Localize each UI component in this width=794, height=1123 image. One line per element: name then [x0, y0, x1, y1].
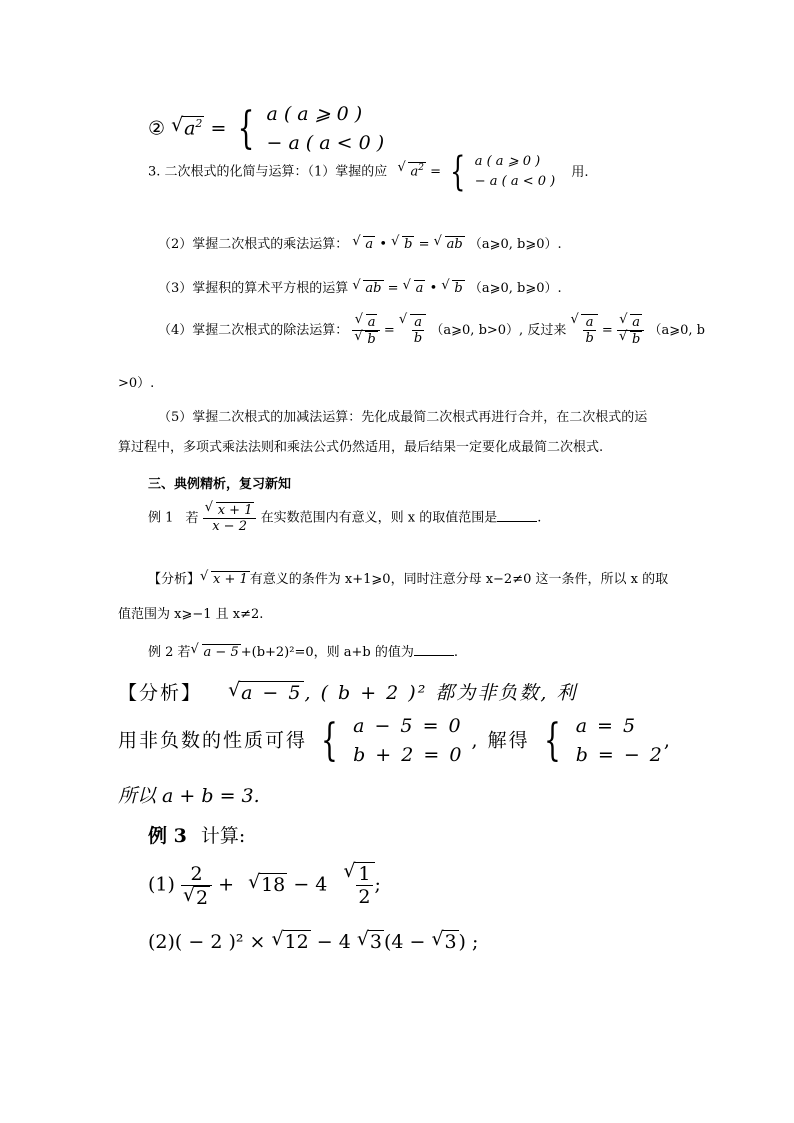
item2-formula: ② √ $a^2$ = { a ( a ⩾ 0 ) − a ( a < 0 ) [148, 100, 384, 159]
example-3-part2: (2)( − 2 )² × √ 12 − 4 √ 3 (4 − √ 3 ) ; [148, 930, 478, 953]
analysis-2-line3: 所以 a + b = 3. [118, 785, 260, 807]
rule-addsub-2: 算过程中，多项式乘法法则和乘法公式仍然适用，最后结果一定要化成最简二次根式. [118, 440, 604, 455]
rule-product-root: （3）掌握积的算术平方根的运算 √ ab = √ a • √ b （a⩾0, b⩾0）. [158, 277, 562, 296]
item3-line: 3. 二次根式的化简与运算：（1）掌握的应 √ $a^2$ = { a ( a ⩾ 0 ) − a ( a < 0 ) 用. [148, 152, 589, 192]
rule-division-cont: >0）. [118, 376, 155, 391]
analysis-2-line1: 【分析】 √ a − 5 , ( b + 2 )² 都为非负数, 利 [118, 678, 577, 705]
rule-addsub-1: （5）掌握二次根式的加减法运算：先化成最简二次根式再进行合并，在二次根式的运 [158, 410, 648, 425]
example-2: 例 2 若√ a − 5 +(b+2)²=0，则 a+b 的值为 . [148, 641, 458, 660]
case-nonneg: a ( a ⩾ 0 ) [266, 103, 363, 125]
example-3-title: 例 3 计算: [148, 825, 246, 847]
circled-number: ② [148, 117, 166, 140]
answer-blank[interactable] [414, 643, 454, 656]
section-heading: 三、典例精析，复习新知 [148, 477, 292, 492]
analysis-1-cont: 值范围为 x⩾−1 且 x≠2. [118, 607, 264, 622]
example-3-part1: (1) 2 √ 2 + √ 18 − 4 √ $\frac{1}{2}$ ; [148, 862, 381, 909]
rule-division: （4）掌握二次根式的除法运算： √ a √ b = √ $\frac{a}{b}$ （a⩾0, b>0）, 反过来 √ $\frac{a}{b}$ = √ a √ b （a⩾0, b [158, 314, 705, 347]
answer-blank[interactable] [497, 509, 537, 522]
case-neg: − a ( a < 0 ) [266, 132, 385, 155]
rule-multiplication: （2）掌握二次根式的乘法运算： √ a • √ b = √ ab （a⩾0, b⩾0）. [158, 233, 562, 252]
sqrt-a-squared: √ $a^2$ [171, 116, 204, 139]
example-1: 例 1 若 √ $\frac{x + 1}{x - 2}$ 在实数范围内有意义，则 x 的取值范围是 . [148, 502, 541, 534]
analysis-2-line2: 用非负数的性质可得 { a − 5 = 0 b + 2 = 0 , 解得 { a = 5 b = − 2 , [118, 715, 672, 767]
analysis-1: 【分析】√ x + 1 有意义的条件为 x+1⩾0，同时注意分母 x−2≠0 这一条件，所以 x 的取 [148, 568, 668, 587]
